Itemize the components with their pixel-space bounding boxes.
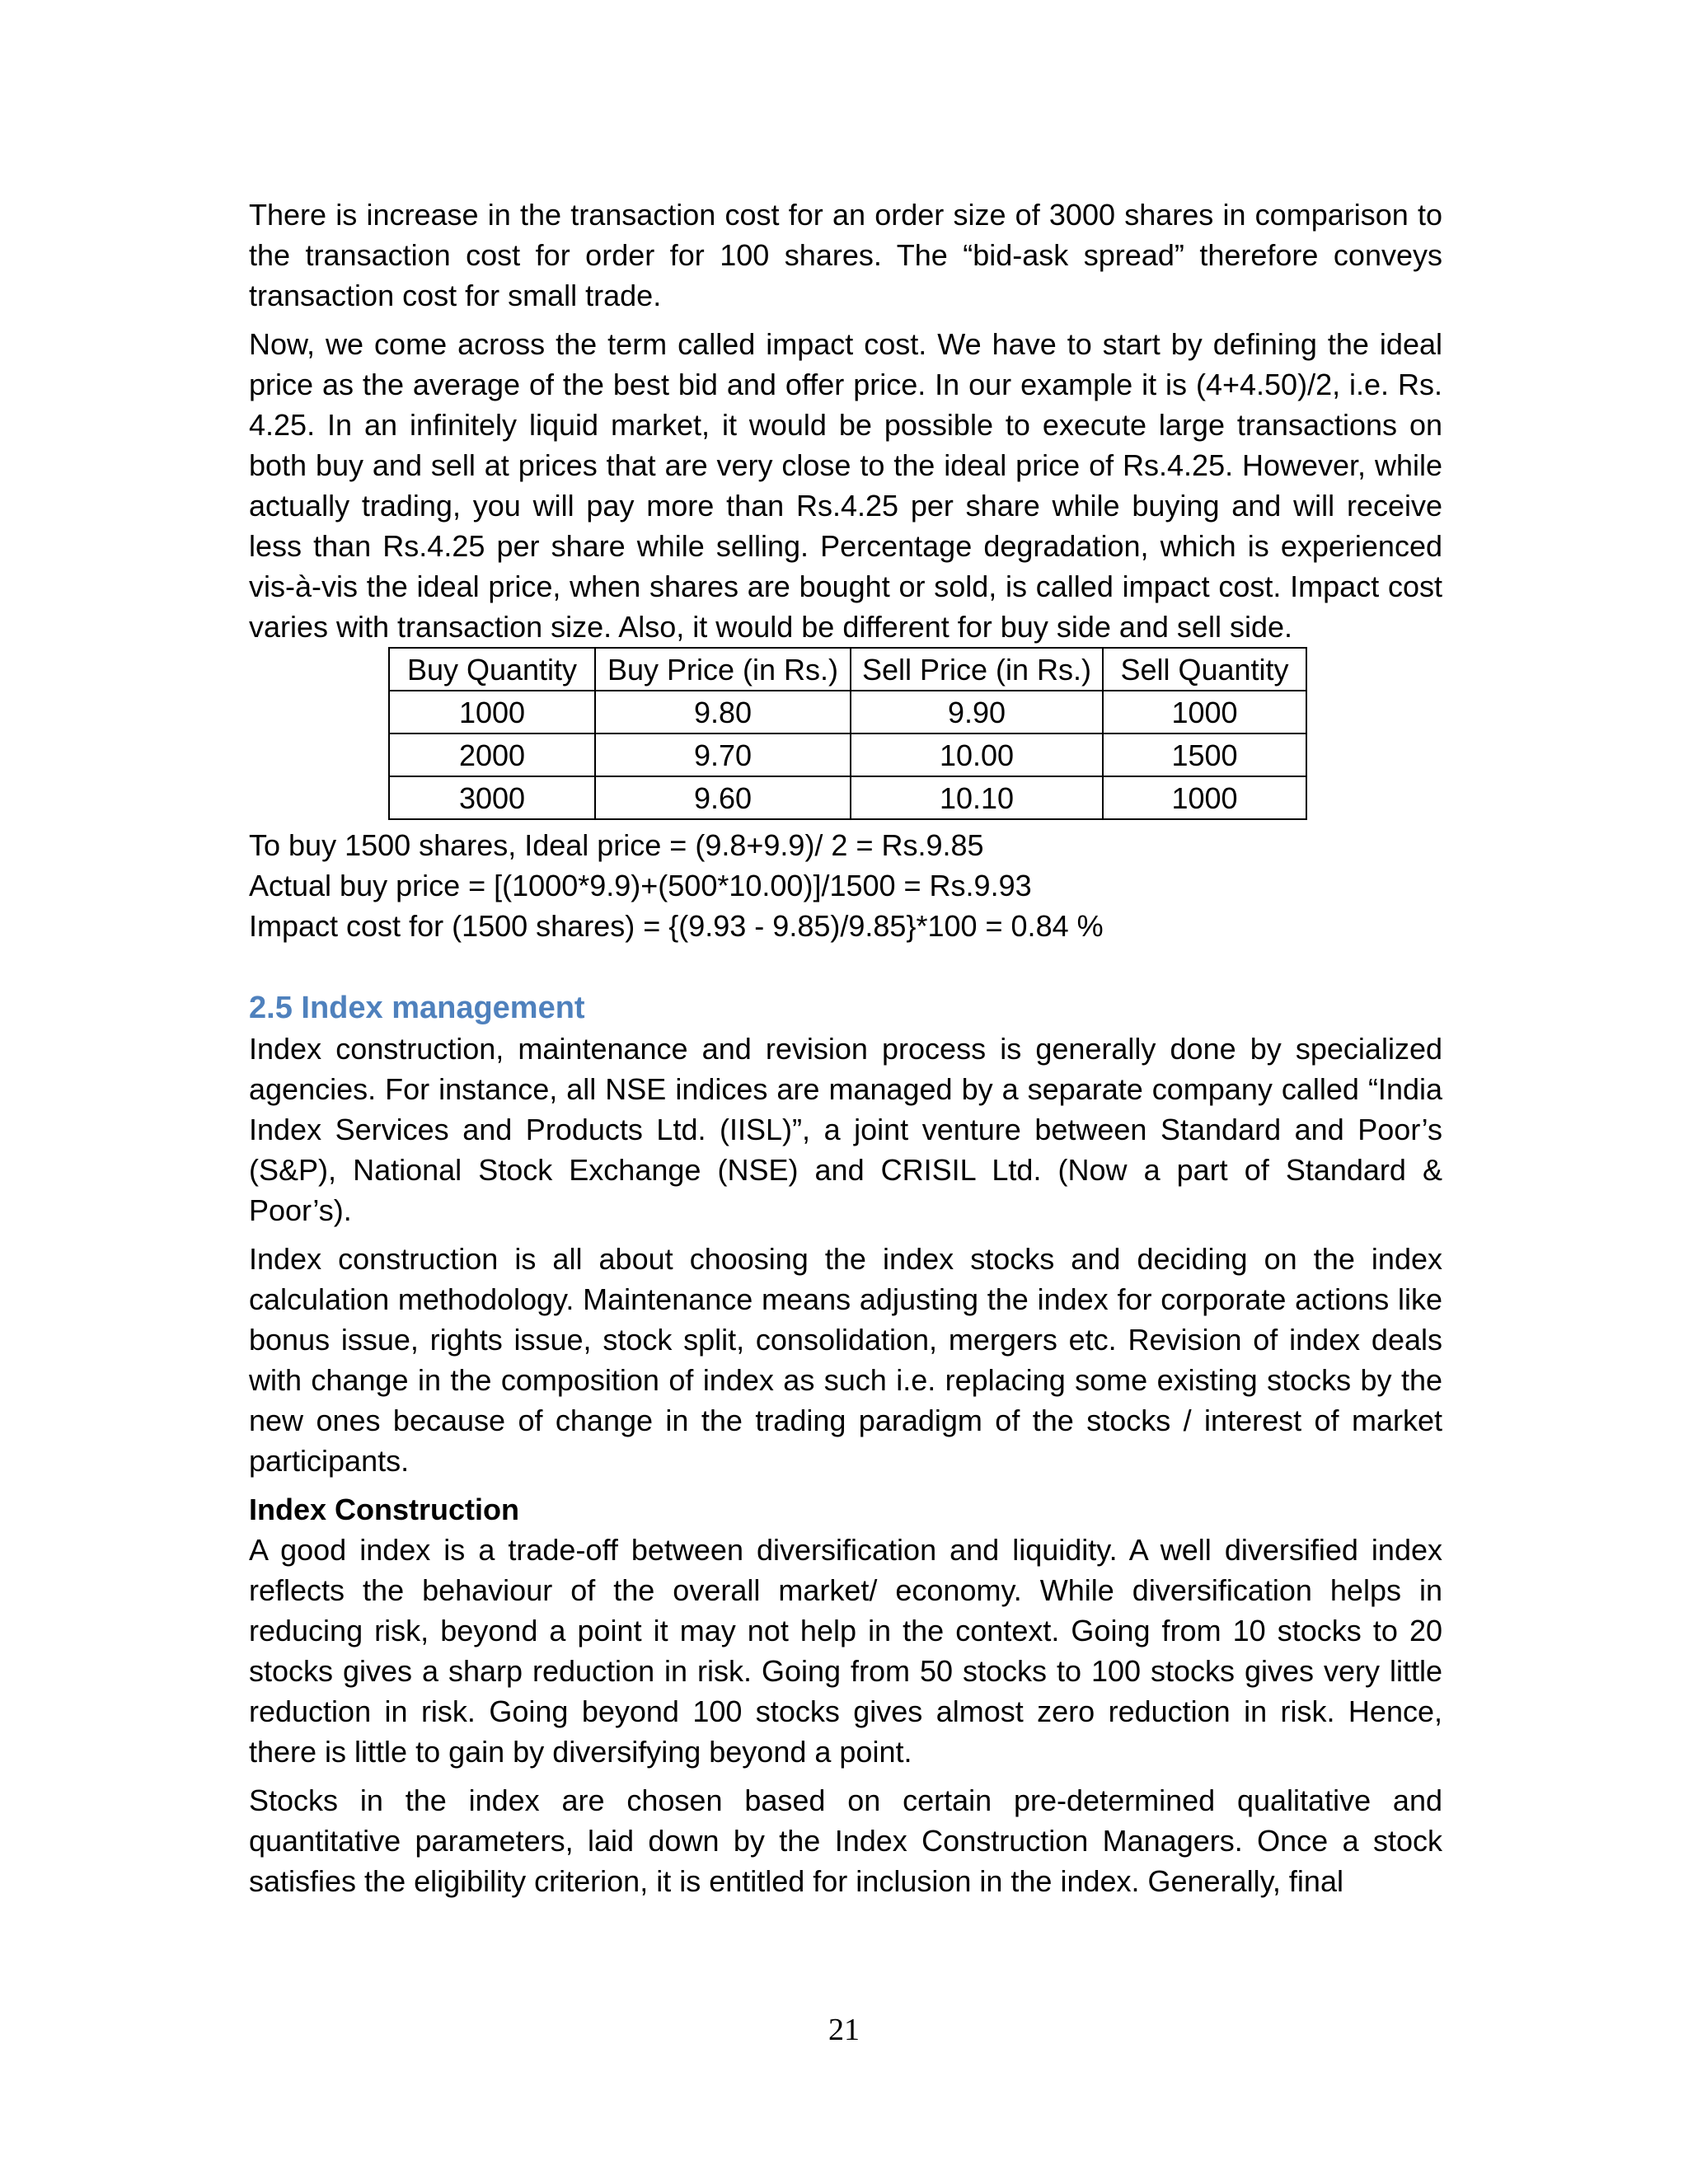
subsection-heading: Index Construction	[249, 1493, 520, 1526]
calc-ideal-price: To buy 1500 shares, Ideal price = (9.8+9.9)/ 2 = Rs.9.85	[249, 828, 984, 862]
table-header-cell: Buy Quantity	[389, 648, 595, 691]
table-row	[389, 691, 1306, 733]
order-book-table	[388, 647, 1307, 820]
table-cell: 9.80	[595, 691, 851, 733]
paragraph-index-methodology: Index construction is all about choosing the index stocks and deciding on the index calculation methodology. Maintenance means adjusting the index for corporate actions like bonus issue, rights issue, stock split, consolidation, mergers etc. Revision of index deals with change in the composition of index as such i.e. replacing some existing stocks by the new ones because of change in the trading paradigm of the stocks / interest of market participants.	[249, 1242, 1442, 1478]
table-cell: 1000	[389, 691, 595, 733]
table-header-cell: Buy Price (in Rs.)	[595, 648, 851, 691]
table-cell: 10.00	[851, 733, 1103, 776]
paragraph-transaction-cost: There is increase in the transaction cost for an order size of 3000 shares in comparison to the transaction cost for order for 100 shares. The “bid-ask spread” therefore conveys transaction cost for small trade.	[249, 198, 1442, 312]
paragraph-diversification: A good index is a trade-off between diversification and liquidity. A well diversified index reflects the behaviour of the overall market/ economy. While diversification helps in reducing risk, beyond a point it may not help in the context. Going from 10 stocks to 20 stocks gives a sharp reduction in risk. Going from 50 stocks to 100 stocks gives very little reduction in risk. Going beyond 100 stocks gives almost zero reduction in risk. Hence, there is little to gain by diversifying beyond a point.	[249, 1533, 1442, 1769]
page-number: 21	[828, 2013, 860, 2047]
calc-actual-buy-price: Actual buy price = [(1000*9.9)+(500*10.00)]/1500 = Rs.9.93	[249, 869, 1032, 902]
table-cell: 1500	[1103, 733, 1306, 776]
table-header-row	[389, 648, 1306, 691]
calc-impact-cost: Impact cost for (1500 shares) = {(9.93 - 9.85)/9.85}*100 = 0.84 %	[249, 909, 1104, 943]
document-page	[249, 194, 1442, 1901]
paragraph-index-agencies: Index construction, maintenance and revision process is generally done by specialized agencies. For instance, all NSE indices are managed by a separate company called “India Index Services and Products Ltd. (IISL)”, a joint venture between Standard and Poor’s (S&P), National Stock Exchange (NSE) and CRISIL Ltd. (Now a part of Standard & Poor’s).	[249, 1032, 1442, 1227]
table-header-cell: Sell Price (in Rs.)	[851, 648, 1103, 691]
table-row	[389, 776, 1306, 819]
table-cell: 10.10	[851, 776, 1103, 819]
table-row	[389, 733, 1306, 776]
table-cell: 9.90	[851, 691, 1103, 733]
table-header-cell: Sell Quantity	[1103, 648, 1306, 691]
paragraph-stock-selection: Stocks in the index are chosen based on certain pre-determined qualitative and quantitative parameters, laid down by the Index Construction Managers. Once a stock satisfies the eligibility criterion, it is entitled for inclusion in the index. Generally, final	[249, 1783, 1442, 1898]
paragraph-impact-cost: Now, we come across the term called impact cost. We have to start by defining the ideal price as the average of the best bid and offer price. In our example it is (4+4.50)/2, i.e. Rs. 4.25. In an infinitely liquid market, it would be possible to execute large transactions on both buy and sell at prices that are very close to the ideal price of Rs.4.25. However, while actually trading, you will pay more than Rs.4.25 per share while buying and will receive less than Rs.4.25 per share while selling. Percentage degradation, which is experienced vis-à-vis the ideal price, when shares are bought or sold, is called impact cost. Impact cost varies with transaction size. Also, it would be different for buy side and sell side.	[249, 327, 1442, 644]
table-cell: 1000	[1103, 776, 1306, 819]
impact-cost-calculation	[249, 825, 1442, 946]
table-cell: 1000	[1103, 691, 1306, 733]
table-cell: 3000	[389, 776, 595, 819]
table-cell: 9.60	[595, 776, 851, 819]
table-cell: 2000	[389, 733, 595, 776]
table-cell: 9.70	[595, 733, 851, 776]
section-heading: 2.5 Index management	[249, 991, 585, 1025]
